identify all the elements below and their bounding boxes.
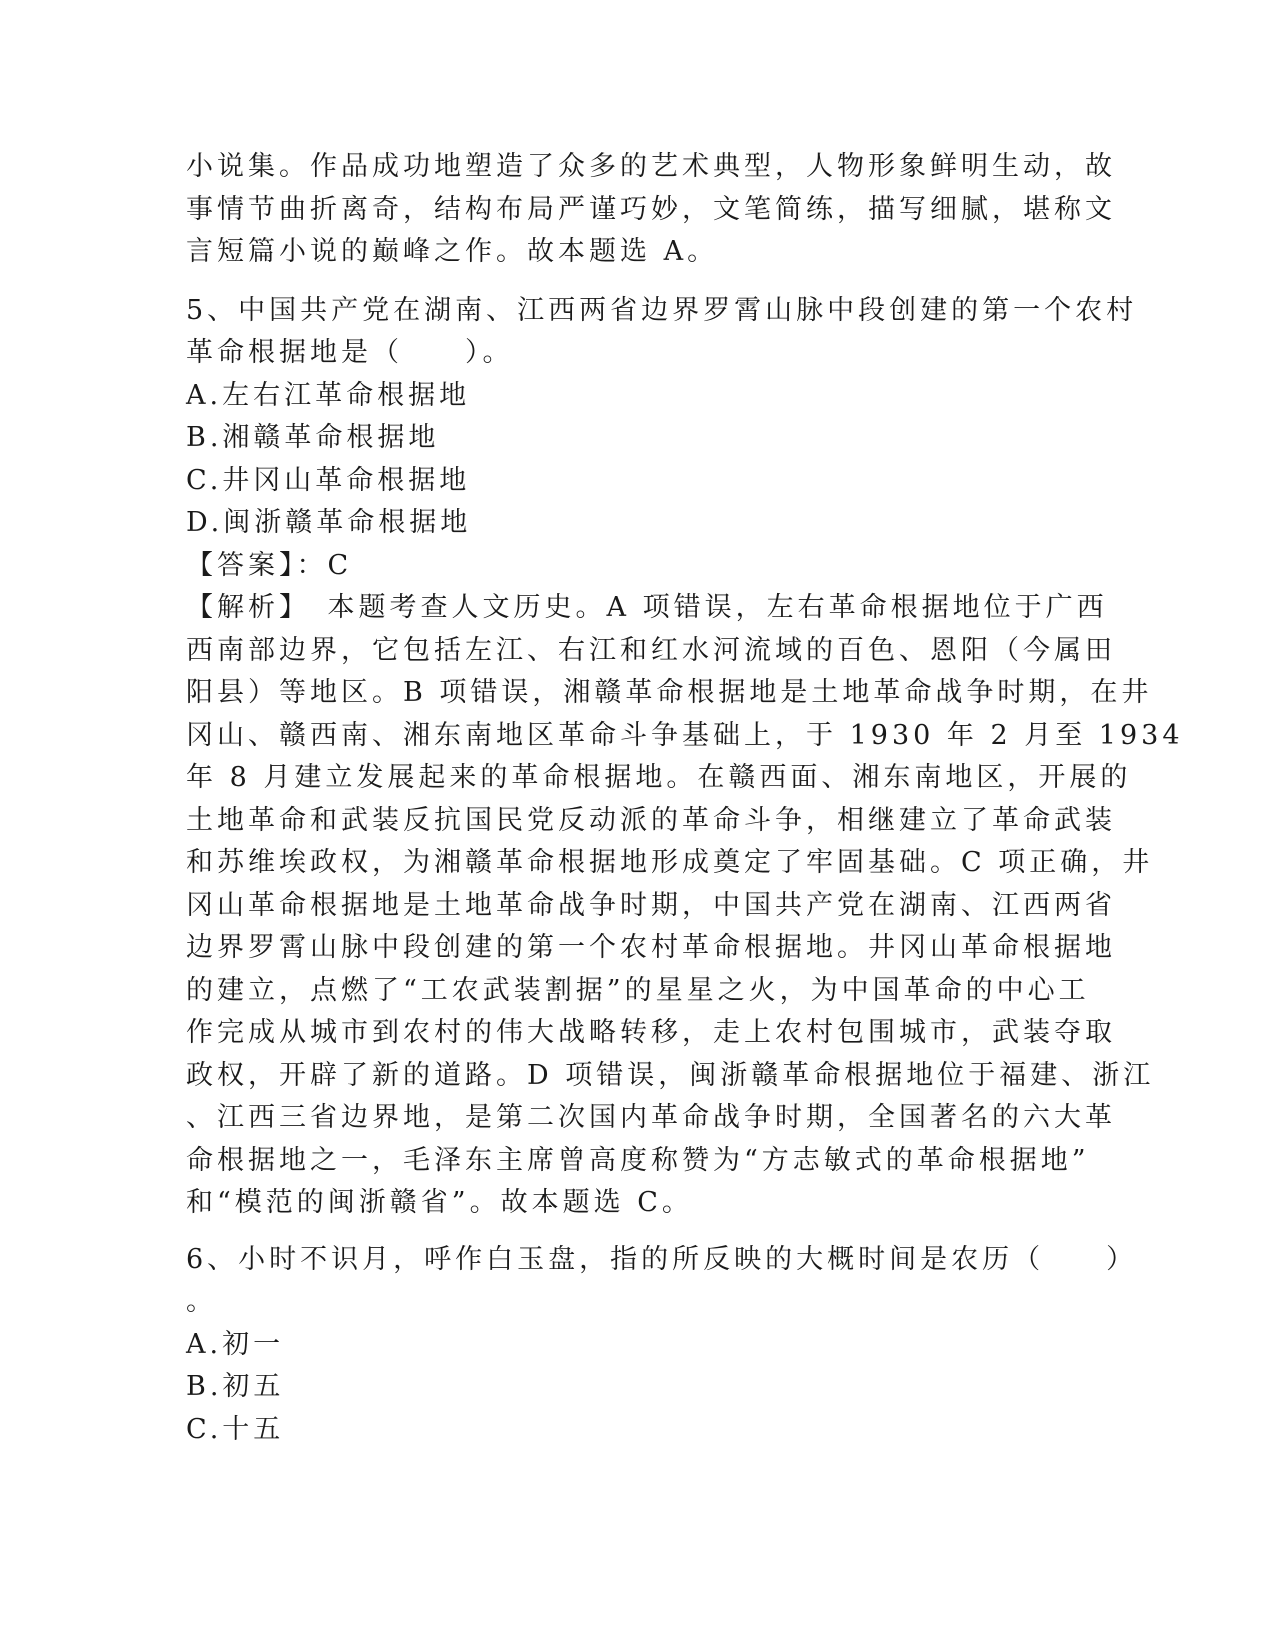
analysis-line: 命根据地之一，毛泽东主席曾高度称赞为“方志敏式的革命根据地” bbox=[186, 1144, 1090, 1176]
option-a: A.初一 bbox=[186, 1328, 285, 1360]
question-5 bbox=[186, 290, 1184, 1225]
option-c: C.井冈山革命根据地 bbox=[186, 464, 471, 496]
document-page bbox=[186, 146, 1184, 1451]
analysis-line: 政权，开辟了新的道路。D 项错误，闽浙赣革命根据地位于福建、浙江 bbox=[186, 1059, 1155, 1091]
analysis-line: 冈山、赣西南、湘东南地区革命斗争基础上，于 1930 年 2 月至 1934 bbox=[186, 719, 1184, 751]
answer: 【答案】：C bbox=[186, 549, 353, 581]
option-c: C.十五 bbox=[186, 1413, 285, 1445]
analysis-line: 冈山革命根据地是土地革命战争时期，中国共产党在湖南、江西两省 bbox=[186, 889, 1116, 921]
option-d: D.闽浙赣革命根据地 bbox=[186, 507, 472, 538]
analysis-line: 、江西三省边界地，是第二次国内革命战争时期，全国著名的六大革 bbox=[186, 1102, 1116, 1133]
analysis-line: 的建立，点燃了“工农武装割据”的星星之火，为中国革命的中心工 bbox=[186, 974, 1090, 1006]
analysis-line: 和“模范的闽浙赣省”。故本题选 C。 bbox=[186, 1187, 693, 1218]
analysis-line: 阳县）等地区。B 项错误，湘赣革命根据地是土地革命战争时期，在井 bbox=[186, 677, 1153, 708]
option-b: B.初五 bbox=[186, 1371, 285, 1402]
previous-analysis-continuation bbox=[186, 146, 1116, 274]
text-line: 小说集。作品成功地塑造了众多的艺术典型，人物形象鲜明生动，故 bbox=[186, 151, 1116, 182]
text-line: 事情节曲折离奇，结构布局严谨巧妙，文笔简练，描写细腻，堪称文 bbox=[186, 193, 1116, 225]
question-stem: 5、中国共产党在湖南、江西两省边界罗霄山脉中段创建的第一个农村 bbox=[186, 294, 1138, 326]
analysis-line: 西南部边界，它包括左江、右江和红水河流域的百色、恩阳（今属田 bbox=[186, 634, 1116, 666]
option-b: B.湘赣革命根据地 bbox=[186, 422, 440, 453]
question-stem: 。 bbox=[186, 1286, 217, 1317]
option-a: A.左右江革命根据地 bbox=[186, 379, 471, 411]
question-6 bbox=[186, 1239, 1138, 1452]
question-stem: 革命根据地是（ ）。 bbox=[186, 337, 514, 368]
question-stem: 6、小时不识月，呼作白玉盘，指的所反映的大概时间是农历（ ） bbox=[186, 1243, 1138, 1275]
analysis-line: 土地革命和武装反抗国民党反动派的革命斗争，相继建立了革命武装 bbox=[186, 804, 1116, 836]
analysis-line: 作完成从城市到农村的伟大战略转移，走上农村包围城市，武装夺取 bbox=[186, 1017, 1116, 1048]
analysis-line: 和苏维埃政权，为湘赣革命根据地形成奠定了牢固基础。C 项正确，井 bbox=[186, 847, 1154, 878]
analysis-line: 边界罗霄山脉中段创建的第一个农村革命根据地。井冈山革命根据地 bbox=[186, 932, 1116, 963]
text-line: 言短篇小说的巅峰之作。故本题选 A。 bbox=[186, 236, 719, 267]
analysis-line: 【解析】 本题考查人文历史。A 项错误，左右革命根据地位于广西 bbox=[186, 592, 1108, 623]
analysis-line: 年 8 月建立发展起来的革命根据地。在赣西面、湘东南地区，开展的 bbox=[186, 762, 1132, 793]
